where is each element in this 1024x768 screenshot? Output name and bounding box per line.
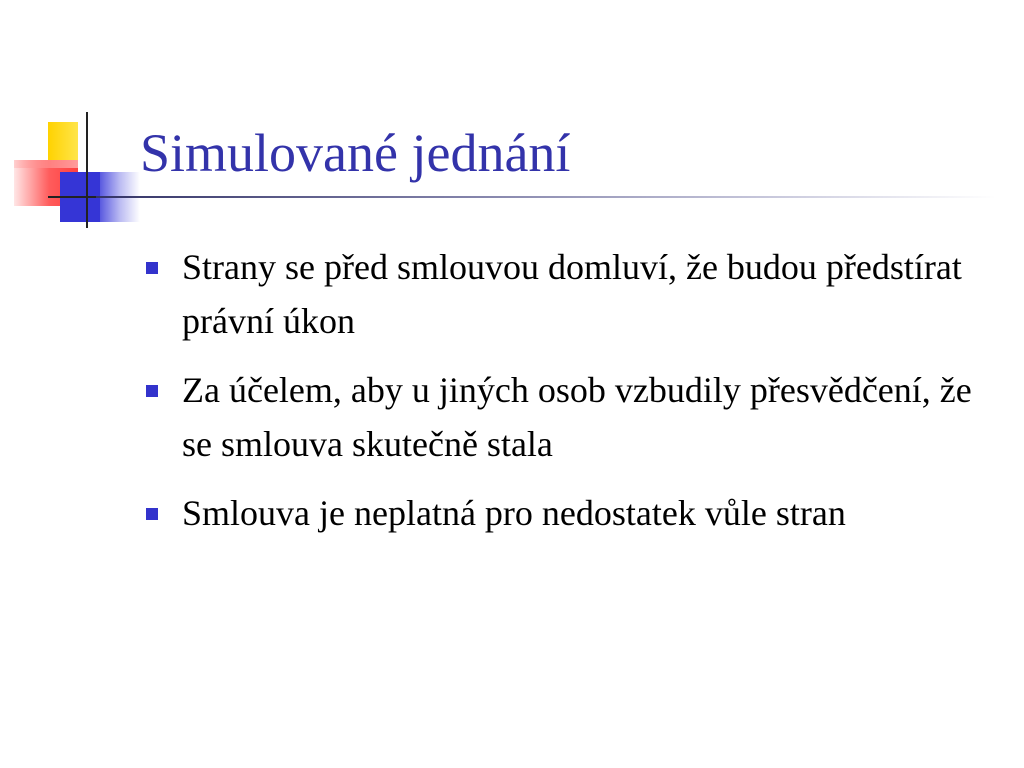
bullet-item: [144, 363, 1004, 471]
bullet-text: Smlouva je neplatná pro nedostatek vůle stran: [182, 493, 846, 533]
title-underline: [96, 196, 996, 198]
bullet-text: Za účelem, aby u jiných osob vzbudily přesvědčení, že se smlouva skutečně stala: [182, 370, 972, 464]
corner-squares-decoration-icon: [0, 0, 150, 240]
vertical-line: [86, 112, 88, 228]
square-bullet-icon: [146, 262, 158, 274]
bullet-item: [144, 240, 1004, 348]
bullet-list: [144, 240, 1004, 555]
slide-title: Simulované jednání: [140, 123, 571, 183]
bullet-item: [144, 486, 1004, 540]
yellow-square: [48, 122, 78, 164]
square-bullet-icon: [146, 508, 158, 520]
red-square-highlight: [14, 160, 78, 168]
bullet-text: Strany se před smlouvou domluví, že budou předstírat právní úkon: [182, 247, 962, 341]
square-bullet-icon: [146, 385, 158, 397]
